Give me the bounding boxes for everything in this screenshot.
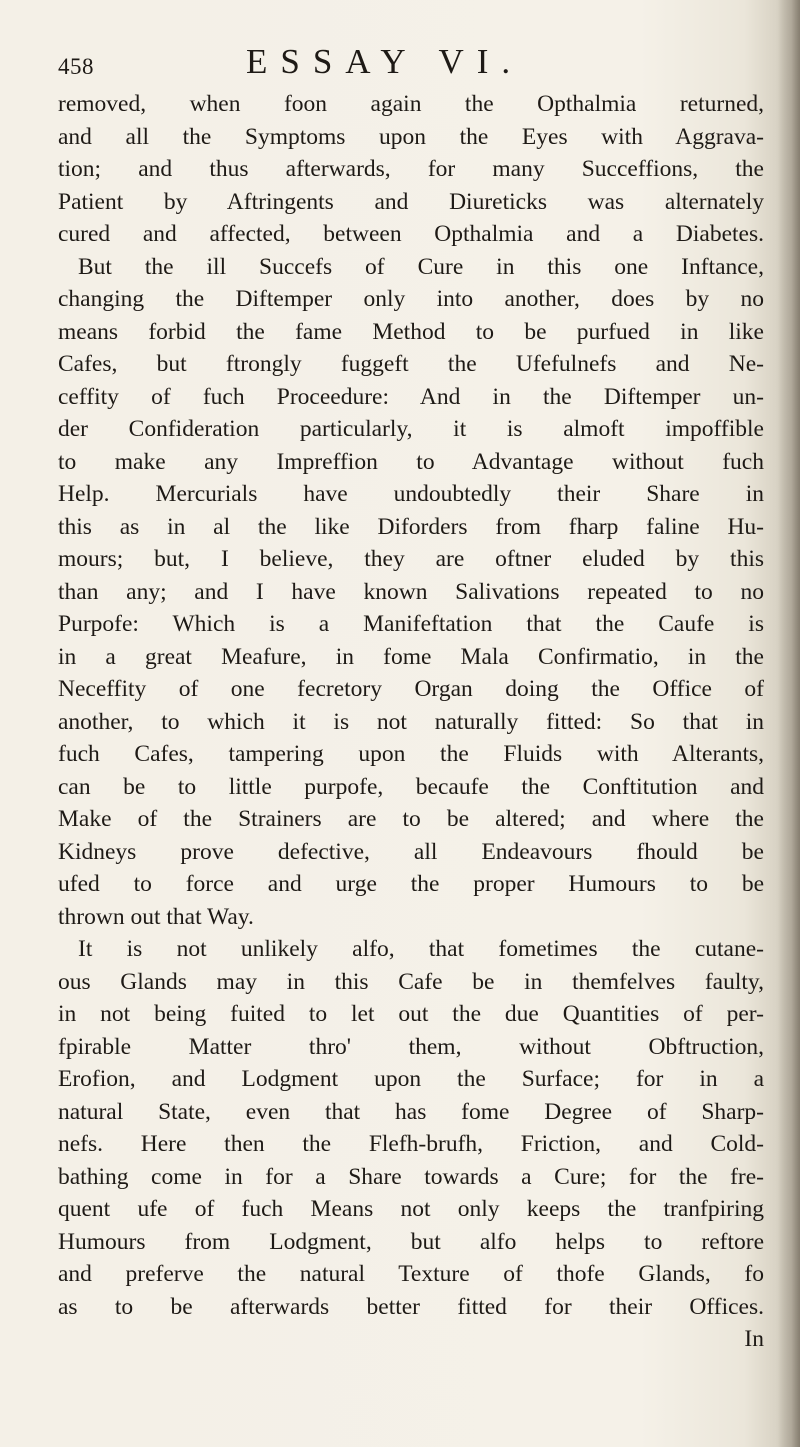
text-line: nefs. Here then the Flefh-brufh, Friction, and Cold- [58, 1131, 764, 1157]
text-line: Make of the Strainers are to be altered; and where the [58, 806, 764, 832]
text-line: changing the Diftemper only into another, does by no [58, 286, 764, 312]
text-line: and preferve the natural Texture of thofe Glands, fo [58, 1261, 764, 1287]
text-line: natural State, even that has fome Degree of Sharp- [58, 1098, 764, 1125]
text-line: Cafes, but ftrongly fuggeft the Ufefulnefs and Ne- [58, 351, 764, 377]
text-line: Kidneys prove defective, all Endeavours fhould be [58, 838, 764, 865]
text-line: Humours from Lodgment, but alfo helps to reftore [58, 1228, 764, 1255]
text-line: It is not unlikely alfo, that fometimes the cutane- [78, 936, 764, 962]
running-head: ESSAY VI. [246, 42, 524, 81]
page-header [58, 42, 758, 86]
text-line: to make any Impreffion to Advantage without fuch [58, 448, 764, 475]
text-line: in not being fuited to let out the due Quantities of per- [58, 1001, 764, 1027]
text-line: ufed to force and urge the proper Humours to be [58, 871, 764, 897]
text-line: fuch Cafes, tampering upon the Fluids with Alterants, [58, 741, 764, 767]
text-line: fpirable Matter thro' them, without Obftruction, [58, 1033, 764, 1060]
page-edge-shadow [778, 0, 800, 1447]
text-line: thrown out that Way. [58, 903, 254, 930]
text-line: quent ufe of fuch Means not only keeps the tranfpiring [58, 1196, 764, 1222]
text-line: Erofion, and Lodgment upon the Surface; for in a [58, 1066, 764, 1092]
text-line: Help. Mercurials have undoubtedly their Share in [58, 481, 764, 507]
text-line: cured and affected, between Opthalmia and a Diabetes. [58, 221, 764, 247]
text-line: ceffity of fuch Proceedure: And in the Diftemper un- [58, 383, 764, 410]
text-line: mours; but, I believe, they are oftner eluded by this [58, 546, 764, 572]
text-line: But the ill Succefs of Cure in this one Inftance, [78, 253, 764, 280]
text-line: another, to which it is not naturally fitted: So that in [58, 708, 764, 735]
text-line: removed, when foon again the Opthalmia returned, [58, 91, 764, 117]
text-line: Patient by Aftringents and Diureticks was alternately [58, 188, 764, 215]
text-line: Neceffity of one fecretory Organ doing the Office of [58, 676, 764, 702]
text-line: can be to little purpofe, becaufe the Conftitution and [58, 773, 764, 800]
page-number: 458 [58, 54, 94, 79]
text-line: tion; and thus afterwards, for many Succeffions, the [58, 156, 764, 182]
text-line: Purpofe: Which is a Manifeftation that the Caufe is [58, 611, 764, 637]
catchword: In [744, 1326, 764, 1352]
text-line: der Confideration particularly, it is almoft impoffible [58, 416, 764, 442]
body-text [58, 88, 764, 1356]
text-line: this as in al the like Diforders from fharp faline Hu- [58, 513, 764, 540]
text-line: ous Glands may in this Cafe be in themfelves faulty, [58, 968, 764, 995]
text-line: means forbid the fame Method to be purfued in like [58, 318, 764, 345]
text-line: as to be afterwards better fitted for their Offices. [58, 1293, 764, 1320]
text-line: bathing come in for a Share towards a Cure; for the fre- [58, 1163, 764, 1190]
text-line: in a great Meafure, in fome Mala Confirmatio, in the [58, 643, 764, 670]
text-line: and all the Symptoms upon the Eyes with Aggrava- [58, 123, 764, 150]
text-line: than any; and I have known Salivations repeated to no [58, 578, 764, 605]
